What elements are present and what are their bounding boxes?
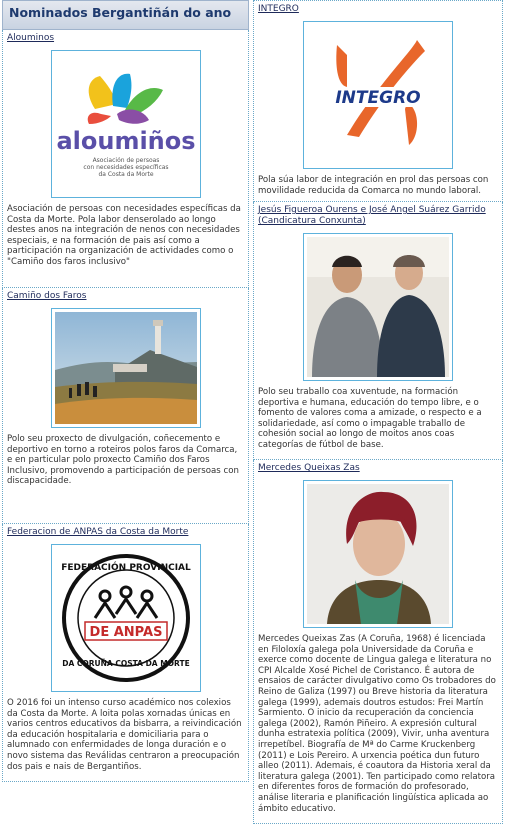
seal-mid-text: DE ANPAS <box>89 625 162 640</box>
logo-word: INTEGRO <box>335 88 421 108</box>
nominee-description: Asociación de persoas con necesidades específicas da Costa da Morte. Pola labor denserolado ao longo destes anos na integración de nenos con necesidades especiais, e na formación de pais así como a participación na organización de actividades como o "Camiño dos faros inclusivo" <box>7 204 241 267</box>
anpas-seal <box>55 548 197 688</box>
nominee-card-figueroa-suarez <box>253 202 503 460</box>
nominee-photo-frame <box>51 308 201 428</box>
right-column <box>253 0 503 824</box>
woman-photo <box>307 484 449 624</box>
lighthouse-icon <box>155 324 161 354</box>
nominee-logo-frame <box>51 50 201 198</box>
nominee-title-link[interactable]: INTEGRO <box>258 4 299 14</box>
page-title: Nominados Bergantiñán do ano <box>9 5 232 20</box>
nominee-title-link[interactable]: Jesús Figueroa Ourens e José Angel Suárez Garrido (Candicatura Conxunta) <box>258 205 486 226</box>
nominee-card-camiño-dos-faros <box>2 288 249 524</box>
nominee-description: O 2016 foi un intenso curso académico nos colexios da Costa da Morte. A loita polas xornadas únicas en varios centros educativos da bisbarra, a reivindicación da educación hospitalaria e domiciliaria para o alumnado con enfermidades de longa duración e o novo sistema das Reválidas centraron a preocupación dos pais e nais de Bergantiños. <box>7 698 242 772</box>
nominee-card-integro <box>253 0 503 202</box>
lighthouse-photo <box>55 312 197 424</box>
nominee-card-mercedes-queixas <box>253 460 503 824</box>
seal-bottom-text: DA CORUÑA COSTA DA MORTE <box>61 659 190 668</box>
nominee-title-link[interactable]: Camiño dos Faros <box>7 291 87 301</box>
nominee-description: Polo seu traballo coa xuventude, na formación deportiva e humana, educación do tempo libre, e o fomento de valores coma a amizade, o respecto e a solidariedade, así como o impagable traballo de cohesión social ao longo de moitos anos coas categorías de fútbol de base. <box>258 387 482 450</box>
logo-sub-line: con necesidades específicas <box>82 164 169 171</box>
logo-sub-line: da Costa da Morte <box>97 171 154 178</box>
nominee-title-link[interactable]: Federacion de ANPAS da Costa da Morte <box>7 527 189 537</box>
nominee-photo-frame <box>303 233 453 381</box>
nominee-logo-frame <box>51 544 201 692</box>
nominee-title-link[interactable]: Alouminos <box>7 33 55 43</box>
aloumiños-logo <box>55 54 197 194</box>
integro-logo <box>307 25 449 165</box>
two-men-photo <box>307 237 449 377</box>
seal-top-text: FEDERACIÓN PROVINCIAL <box>60 563 191 573</box>
nominee-description: Polo seu proxecto de divulgación, coñecemento e deportivo en torno a roteiros polos faros da Comarca, e en particular polo proxecto Camiño dos Faros Inclusivo, promovendo a participación de persoas con discapacidade. <box>7 434 239 487</box>
left-column <box>2 0 249 782</box>
logo-sub-line: Asociación de persoas <box>92 157 159 164</box>
logo-word: aloumiños <box>55 127 196 155</box>
nominee-photo-frame <box>303 480 453 628</box>
nominee-logo-frame <box>303 21 453 169</box>
nominee-description: Mercedes Queixas Zas (A Coruña, 1968) é licenciada en Filoloxía galega pola Universidade da Coruña e exerce como docente de Lingua galega e literatura no CPI Alcalde Xosé Pichel de Coristanco. É autora de ensaios de carácter divulgativo como Os trobadores do Reino de Galiza (1997) ou Breve historia da literatura galega (1999), ademais doutros estudos: Frei Martín Sarmiento. O inicio da recuperación da conciencia galega (2002), Ramón Piñeiro. A expresión cultural dunha estratexia política (2009), Vivir, unha aventura irrepetíbel. Biografía de Mª do Carme Kruckenberg (2011) e Lois Pereiro. A urxencia poética dun futuro alleo (2011). Ademais, é coautora da Historia xeral da literatura galega (2001). Ten participado como relatora en diferentes foros de formación do profesorado, análise literaria e planificación lingüística aplicada ao ámbito educativo. <box>258 634 496 814</box>
section-header <box>2 0 249 30</box>
nominee-description: Pola súa labor de integración en prol das persoas con movilidade reducida da Comarca no mundo laboral. <box>258 175 489 196</box>
nominee-title-link[interactable]: Mercedes Queixas Zas <box>258 463 360 473</box>
nominee-card-anpas <box>2 524 249 782</box>
hands-icon <box>87 74 162 124</box>
nominee-card-aloumiños <box>2 30 249 288</box>
